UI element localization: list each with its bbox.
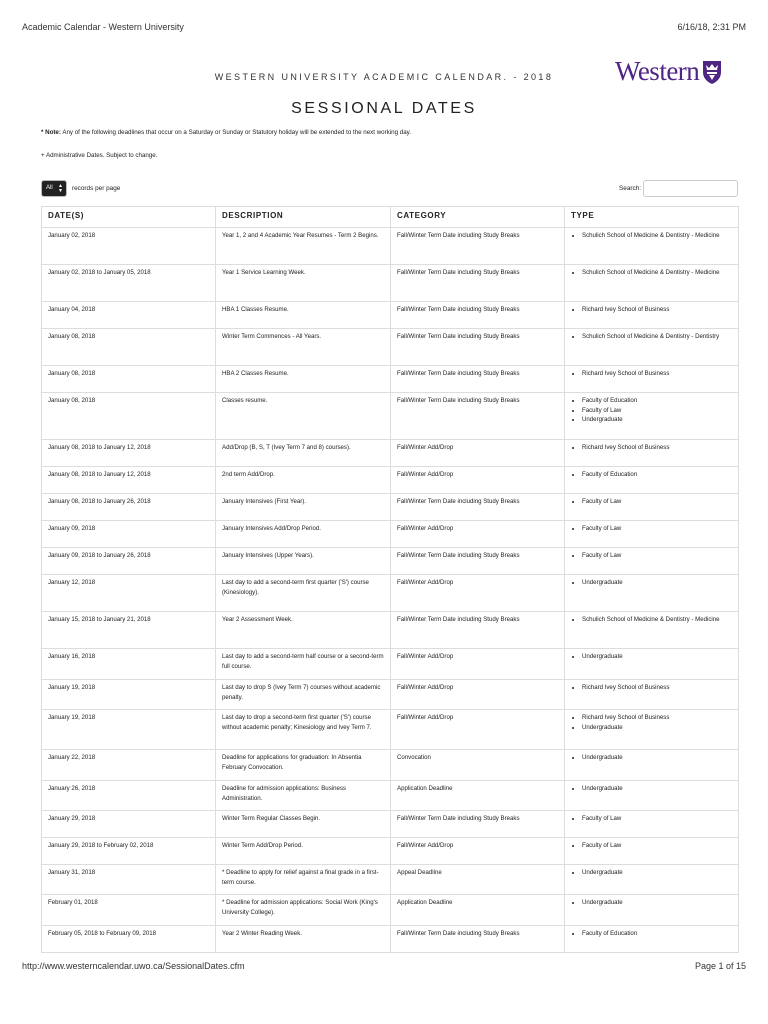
table-row xyxy=(42,781,739,811)
logo-text: Western xyxy=(615,56,700,86)
page-header: WESTERN UNIVERSITY ACADEMIC CALENDAR. - 2018 xyxy=(214,72,554,82)
date-cell: January 19, 2018 xyxy=(42,710,216,750)
date-cell: January 08, 2018 xyxy=(42,366,216,393)
date-cell: January 29, 2018 xyxy=(42,811,216,838)
table-row xyxy=(42,329,739,366)
column-header-type[interactable]: TYPE xyxy=(565,207,739,228)
table-row xyxy=(42,366,739,393)
description-cell: Year 1 Service Learning Week. xyxy=(216,265,391,302)
description-cell: Deadline for admission applications: Business Administration. xyxy=(216,781,391,811)
category-cell: Fall/Winter Term Date including Study Breaks xyxy=(391,612,565,649)
date-cell: January 16, 2018 xyxy=(42,649,216,680)
date-cell: January 26, 2018 xyxy=(42,781,216,811)
description-cell: Last day to drop S (Ivey Term 7) courses without academic penalty. xyxy=(216,680,391,710)
type-item: • Faculty of Law xyxy=(582,406,732,416)
type-item: • Faculty of Education xyxy=(582,470,732,480)
type-cell xyxy=(565,265,739,302)
column-header-dates[interactable]: DATE(S) xyxy=(42,207,216,228)
category-cell: Fall/Winter Term Date including Study Breaks xyxy=(391,494,565,521)
type-cell xyxy=(565,710,739,750)
type-item: • Richard Ivey School of Business xyxy=(582,683,732,693)
search-input[interactable] xyxy=(643,180,738,197)
date-cell: January 29, 2018 to February 02, 2018 xyxy=(42,838,216,865)
type-list xyxy=(571,753,732,763)
category-cell: Application Deadline xyxy=(391,895,565,926)
description-cell: January Intensives (Upper Years). xyxy=(216,548,391,575)
date-cell: January 08, 2018 xyxy=(42,393,216,440)
type-cell xyxy=(565,329,739,366)
type-cell xyxy=(565,895,739,926)
type-list xyxy=(571,231,732,241)
date-cell: February 01, 2018 xyxy=(42,895,216,926)
type-item: • Schulich School of Medicine & Dentistry - Medicine xyxy=(582,231,732,241)
description-cell: Year 2 Winter Reading Week. xyxy=(216,926,391,953)
type-list xyxy=(571,470,732,480)
type-cell xyxy=(565,649,739,680)
description-cell: Winter Term Commences - All Years. xyxy=(216,329,391,366)
description-cell: HBA 1 Classes Resume. xyxy=(216,302,391,329)
category-cell: Convocation xyxy=(391,750,565,781)
date-cell: January 15, 2018 to January 21, 2018 xyxy=(42,612,216,649)
type-cell xyxy=(565,440,739,467)
description-cell: Last day to drop a second-term first quarter ('S') course without academic penalty; Kinesiology and Ivey Term 7. xyxy=(216,710,391,750)
description-cell: Winter Term Regular Classes Begin. xyxy=(216,811,391,838)
type-item: • Faculty of Education xyxy=(582,929,732,939)
date-cell: January 19, 2018 xyxy=(42,680,216,710)
type-cell xyxy=(565,521,739,548)
description-cell: Last day to add a second-term first quarter ('S') course (Kinesiology). xyxy=(216,575,391,612)
type-item: • Undergraduate xyxy=(582,784,732,794)
table-row xyxy=(42,710,739,750)
print-datetime: 6/16/18, 2:31 PM xyxy=(677,22,746,32)
records-per-page-select[interactable] xyxy=(41,180,67,197)
type-cell xyxy=(565,302,739,329)
type-list xyxy=(571,578,732,588)
category-cell: Fall/Winter Term Date including Study Breaks xyxy=(391,393,565,440)
type-cell xyxy=(565,926,739,953)
date-cell: January 12, 2018 xyxy=(42,575,216,612)
date-cell: January 22, 2018 xyxy=(42,750,216,781)
type-list xyxy=(571,841,732,851)
type-list xyxy=(571,898,732,908)
type-item: • Richard Ivey School of Business xyxy=(582,305,732,315)
print-title: Academic Calendar - Western University xyxy=(22,22,184,32)
type-list xyxy=(571,332,732,342)
type-list xyxy=(571,929,732,939)
type-cell xyxy=(565,750,739,781)
type-item: • Undergraduate xyxy=(582,652,732,662)
type-cell xyxy=(565,467,739,494)
sessional-dates-table xyxy=(41,206,739,953)
type-item: • Richard Ivey School of Business xyxy=(582,713,732,723)
date-cell: February 05, 2018 to February 09, 2018 xyxy=(42,926,216,953)
crest-icon xyxy=(701,59,723,85)
admin-note: + Administrative Dates. Subject to change. xyxy=(41,152,158,159)
table-row xyxy=(42,865,739,895)
category-cell: Fall/Winter Add/Drop xyxy=(391,467,565,494)
column-header-description[interactable]: DESCRIPTION xyxy=(216,207,391,228)
table-row xyxy=(42,612,739,649)
description-cell: 2nd term Add/Drop. xyxy=(216,467,391,494)
type-list xyxy=(571,524,732,534)
page-title: SESSIONAL DATES xyxy=(291,100,477,117)
type-item: • Faculty of Law xyxy=(582,524,732,534)
table-header-row xyxy=(42,207,739,228)
type-list xyxy=(571,396,732,425)
category-cell: Fall/Winter Term Date including Study Breaks xyxy=(391,228,565,265)
type-cell xyxy=(565,781,739,811)
note xyxy=(41,129,411,136)
records-per-page-label: records per page xyxy=(72,185,121,192)
table-row xyxy=(42,926,739,953)
type-cell xyxy=(565,838,739,865)
type-list xyxy=(571,369,732,379)
table-row xyxy=(42,575,739,612)
table-row xyxy=(42,302,739,329)
type-list xyxy=(571,868,732,878)
type-cell xyxy=(565,366,739,393)
category-cell: Fall/Winter Add/Drop xyxy=(391,680,565,710)
type-item: • Faculty of Law xyxy=(582,841,732,851)
table-row xyxy=(42,649,739,680)
description-cell: Year 2 Assessment Week. xyxy=(216,612,391,649)
type-item: • Schulich School of Medicine & Dentistry - Medicine xyxy=(582,615,732,625)
table-row xyxy=(42,750,739,781)
type-list xyxy=(571,615,732,625)
type-cell xyxy=(565,548,739,575)
type-item: • Undergraduate xyxy=(582,415,732,425)
date-cell: January 09, 2018 xyxy=(42,521,216,548)
type-item: • Undergraduate xyxy=(582,868,732,878)
table-row xyxy=(42,521,739,548)
description-cell: Winter Term Add/Drop Period. xyxy=(216,838,391,865)
search-label: Search: xyxy=(619,185,642,192)
table-row xyxy=(42,393,739,440)
type-list xyxy=(571,268,732,278)
category-cell: Fall/Winter Add/Drop xyxy=(391,710,565,750)
type-cell xyxy=(565,575,739,612)
type-list xyxy=(571,443,732,453)
type-list xyxy=(571,305,732,315)
type-cell xyxy=(565,494,739,521)
category-cell: Fall/Winter Add/Drop xyxy=(391,838,565,865)
table-row xyxy=(42,228,739,265)
table-row xyxy=(42,265,739,302)
description-cell: Year 1, 2 and 4 Academic Year Resumes - Term 2 Begins. xyxy=(216,228,391,265)
type-list xyxy=(571,814,732,824)
type-item: • Faculty of Law xyxy=(582,497,732,507)
category-cell: Fall/Winter Add/Drop xyxy=(391,440,565,467)
type-cell xyxy=(565,393,739,440)
type-item: • Richard Ivey School of Business xyxy=(582,369,732,379)
category-cell: Fall/Winter Term Date including Study Breaks xyxy=(391,926,565,953)
type-item: • Undergraduate xyxy=(582,723,732,733)
date-cell: January 08, 2018 to January 12, 2018 xyxy=(42,440,216,467)
type-list xyxy=(571,551,732,561)
type-item: • Faculty of Education xyxy=(582,396,732,406)
type-item: • Undergraduate xyxy=(582,578,732,588)
description-cell: * Deadline for admission applications: Social Work (King's University College). xyxy=(216,895,391,926)
column-header-category[interactable]: CATEGORY xyxy=(391,207,565,228)
date-cell: January 02, 2018 xyxy=(42,228,216,265)
category-cell: Application Deadline xyxy=(391,781,565,811)
type-item: • Faculty of Law xyxy=(582,814,732,824)
type-cell xyxy=(565,680,739,710)
category-cell: Fall/Winter Add/Drop xyxy=(391,521,565,548)
category-cell: Appeal Deadline xyxy=(391,865,565,895)
table-row xyxy=(42,494,739,521)
type-cell xyxy=(565,228,739,265)
select-value: All xyxy=(46,185,53,191)
category-cell: Fall/Winter Term Date including Study Breaks xyxy=(391,265,565,302)
date-cell: January 08, 2018 to January 26, 2018 xyxy=(42,494,216,521)
category-cell: Fall/Winter Add/Drop xyxy=(391,649,565,680)
type-item: • Faculty of Law xyxy=(582,551,732,561)
category-cell: Fall/Winter Term Date including Study Breaks xyxy=(391,811,565,838)
type-item: • Richard Ivey School of Business xyxy=(582,443,732,453)
type-list xyxy=(571,683,732,693)
page-url: http://www.westerncalendar.uwo.ca/SessionalDates.cfm xyxy=(22,961,245,971)
western-logo[interactable] xyxy=(615,56,723,87)
table-row xyxy=(42,548,739,575)
date-cell: January 08, 2018 xyxy=(42,329,216,366)
note-text: Any of the following deadlines that occur on a Saturday or Sunday or Statutory holiday will be extended to the next working day. xyxy=(62,129,411,136)
table-row xyxy=(42,895,739,926)
type-cell xyxy=(565,865,739,895)
description-cell: Classes resume. xyxy=(216,393,391,440)
type-item: • Schulich School of Medicine & Dentistry - Medicine xyxy=(582,268,732,278)
table-row xyxy=(42,680,739,710)
description-cell: Add/Drop (B, S, T (Ivey Term 7 and 8) courses). xyxy=(216,440,391,467)
type-list xyxy=(571,497,732,507)
date-cell: January 08, 2018 to January 12, 2018 xyxy=(42,467,216,494)
page-number: Page 1 of 15 xyxy=(694,961,746,971)
description-cell: Last day to add a second-term half course or a second-term full course. xyxy=(216,649,391,680)
table-row xyxy=(42,440,739,467)
category-cell: Fall/Winter Term Date including Study Breaks xyxy=(391,548,565,575)
description-cell: * Deadline to apply for relief against a final grade in a first-term course. xyxy=(216,865,391,895)
note-label: * Note: xyxy=(41,129,61,136)
date-cell: January 31, 2018 xyxy=(42,865,216,895)
table-row xyxy=(42,838,739,865)
category-cell: Fall/Winter Term Date including Study Breaks xyxy=(391,366,565,393)
type-item: • Undergraduate xyxy=(582,898,732,908)
date-cell: January 09, 2018 to January 26, 2018 xyxy=(42,548,216,575)
table-row xyxy=(42,467,739,494)
type-list xyxy=(571,652,732,662)
print-footer xyxy=(22,961,746,971)
category-cell: Fall/Winter Add/Drop xyxy=(391,575,565,612)
category-cell: Fall/Winter Term Date including Study Breaks xyxy=(391,329,565,366)
description-cell: HBA 2 Classes Resume. xyxy=(216,366,391,393)
type-list xyxy=(571,784,732,794)
select-arrows-icon: ▲ ▼ xyxy=(58,183,63,194)
type-list xyxy=(571,713,732,732)
date-cell: January 04, 2018 xyxy=(42,302,216,329)
description-cell: January Intensives (First Year). xyxy=(216,494,391,521)
type-item: • Undergraduate xyxy=(582,753,732,763)
type-cell xyxy=(565,612,739,649)
type-cell xyxy=(565,811,739,838)
print-header xyxy=(22,22,746,32)
description-cell: January Intensives Add/Drop Period. xyxy=(216,521,391,548)
description-cell: Deadline for applications for graduation: In Absentia February Convocation. xyxy=(216,750,391,781)
category-cell: Fall/Winter Term Date including Study Breaks xyxy=(391,302,565,329)
table-controls xyxy=(41,180,738,198)
table-row xyxy=(42,811,739,838)
type-item: • Schulich School of Medicine & Dentistry - Dentistry xyxy=(582,332,732,342)
date-cell: January 02, 2018 to January 05, 2018 xyxy=(42,265,216,302)
